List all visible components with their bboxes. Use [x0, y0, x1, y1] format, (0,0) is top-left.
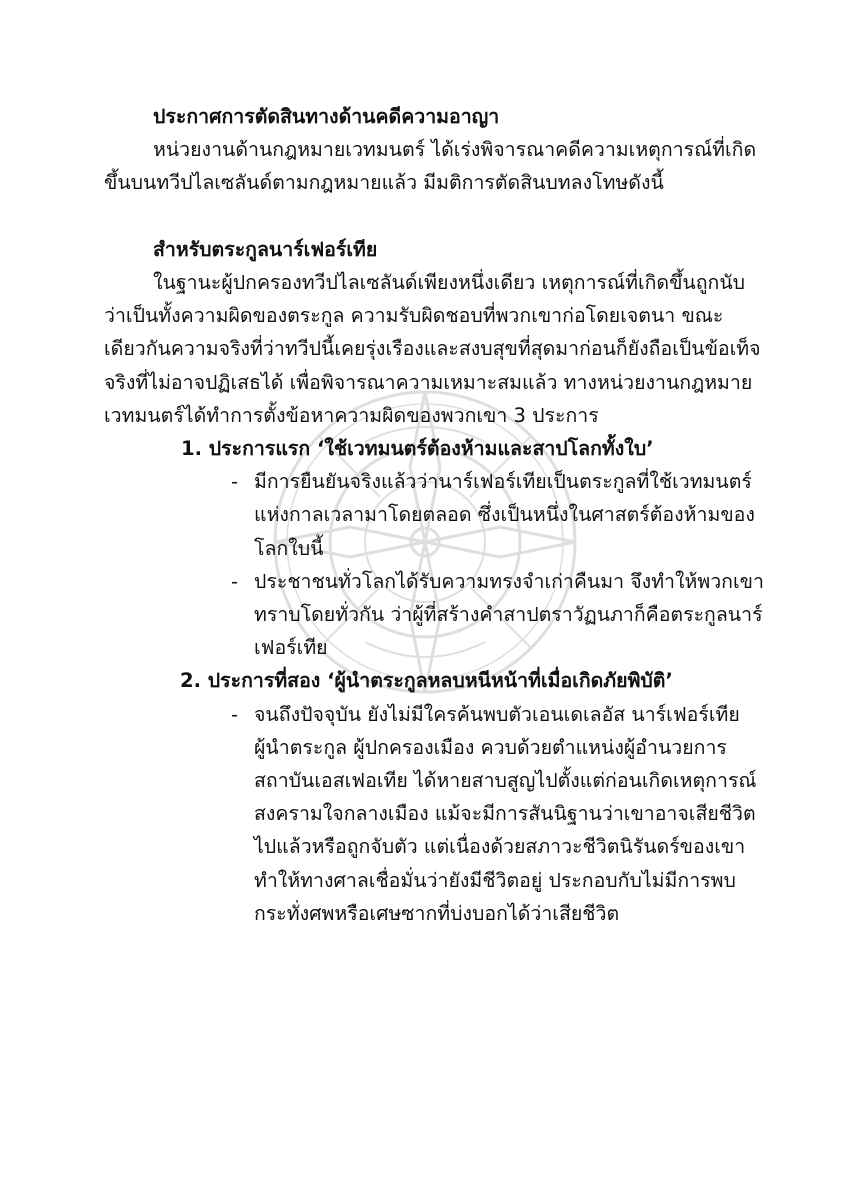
- bullet-text: จนถึงปัจจุบัน ยังไม่มีใครค้นพบตัวเอนเดเลอัส นาร์เฟอร์เทีย ผู้นำตระกูล ผู้ปกครองเมือง ควบด้วยตำแหน่งผู้อำนวยการสถาบันเอสเฟอเทีย ได้หายสาบสูญไปตั้งแต่ก่อนเกิดเหตุการณ์สงครามใจกลางเมือง แม้จะมีการสันนิฐานว่าเขาอาจเสียชีวิตไปแล้วหรือถูกจับตัว แต่เนื่องด้วยสภาวะชีวิตนิรันดร์ของเขาทำให้ทางศาลเชื่อมั่นว่ายังมีชีวิตอยู่ ประกอบกับไม่มีการพบกระทั่งศพหรือเศษซากที่บ่งบอกได้ว่าเสียชีวิต: [254, 702, 757, 925]
- charge-1-bullet-2: [104, 565, 764, 665]
- bullet-text: ประชาชนทั่วโลกได้รับความทรงจำเก่าคืนมา จึงทำให้พวกเขาทราบโดยทั่วกัน ว่าผู้ที่สร้างคำสาปตราวัฏนภาก็คือตระกูลนาร์เฟอร์เทีย: [254, 569, 764, 660]
- intro-paragraph: หน่วยงานด้านกฎหมายเวทมนตร์ ได้เร่งพิจารณาคดีความเหตุการณ์ที่เกิดขึ้นบนทวีปไลเซลันด์ตามกฎหมายแล้ว มีมติการตัดสินบทลงโทษดังนี้: [104, 138, 757, 195]
- bullet-marker: -: [231, 470, 239, 494]
- charge-2-bullet-1: [104, 698, 764, 930]
- section-heading: สำหรับตระกูลนาร์เฟอร์เทีย: [153, 237, 378, 261]
- charge-1-heading: 1. ประการแรก ‘ใช้เวทมนตร์ต้องห้ามและสาปโลกทั้งใบ’: [181, 437, 654, 461]
- document-title: ประกาศการตัดสินทางด้านคดีความอาญา: [153, 105, 500, 128]
- bullet-marker: -: [231, 702, 239, 726]
- section-paragraph: ในฐานะผู้ปกครองทวีปไลเซลันด์เพียงหนึ่งเดียว เหตุการณ์ที่เกิดขึ้นถูกนับว่าเป็นทั้งความผิดของตระกูล ความรับผิดชอบที่พวกเขาก่อโดยเจตนา ขณะเดียวกันความจริงที่ว่าทวีปนี้เคยรุ่งเรืองและสงบสุขที่สุดมาก่อนก็ยังถือเป็นข้อเท็จจริงที่ไม่อาจปฏิเสธได้ เพื่อพิจารณาความเหมาะสมแล้ว ทางหน่วยงานกฎหมายเวทมนตร์ได้ทำการตั้งข้อหาความผิดของพวกเขา 3 ประการ: [104, 271, 761, 427]
- charge-2-heading: 2. ประการที่สอง ‘ผู้นำตระกูลหลบหนีหน้าที่เมื่อเกิดภัยพิบัติ’: [180, 669, 673, 693]
- bullet-text: มีการยืนยันจริงแล้วว่านาร์เฟอร์เทียเป็นตระกูลที่ใช้เวทมนตร์แห่งกาลเวลามาโดยตลอด ซึ่งเป็นหนึ่งในศาสตร์ต้องห้ามของโลกใบนี้: [254, 470, 755, 560]
- bullet-marker: -: [231, 569, 239, 593]
- charge-1-bullet-1: [104, 465, 764, 565]
- document-body: [104, 100, 764, 930]
- spacer: [104, 200, 764, 233]
